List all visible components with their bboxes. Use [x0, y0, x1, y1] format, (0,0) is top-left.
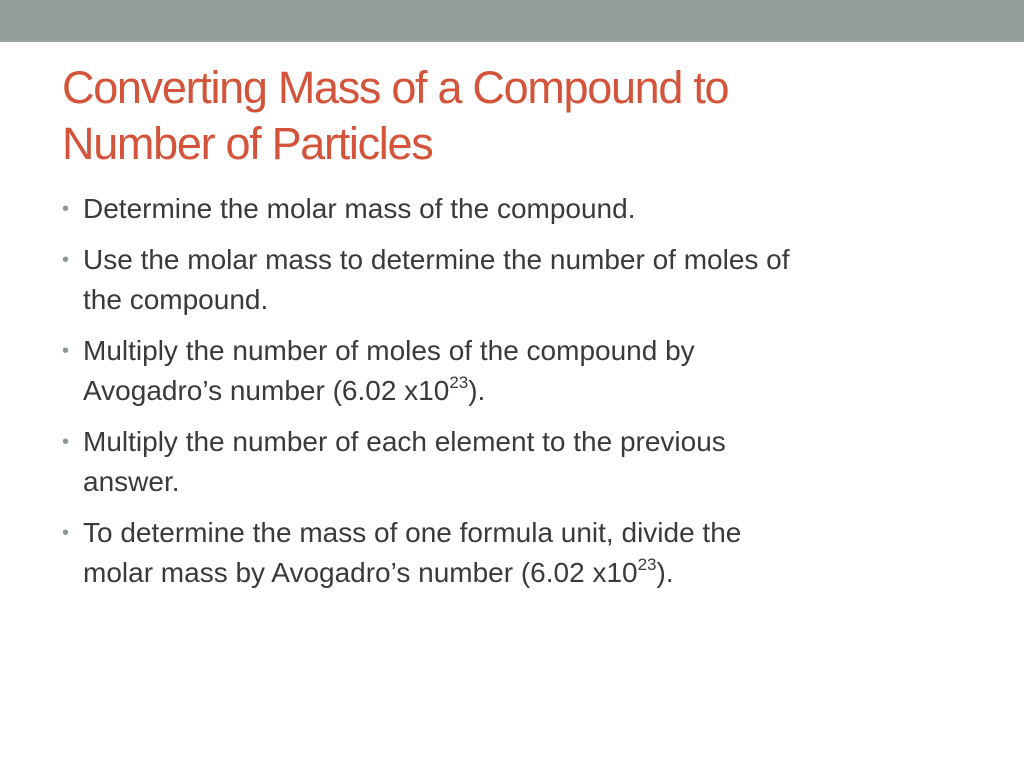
exponent-superscript: 23 — [449, 372, 469, 392]
bullet-item-3 — [62, 331, 962, 411]
bullet-3-line-1: Multiply the number of moles of the compound by — [83, 335, 695, 366]
bullet-3-suffix: ). — [468, 375, 486, 406]
bullet-marker-icon: • — [62, 340, 70, 362]
bullet-marker-icon: • — [62, 431, 70, 453]
title-line-1: Converting Mass of a Compound to — [62, 62, 729, 113]
bullet-5-suffix: ). — [656, 557, 674, 588]
bullet-2-line-2: the compound. — [83, 284, 269, 315]
bullet-item-2 — [62, 240, 962, 320]
bullet-item-4 — [62, 422, 962, 502]
bullet-item-1 — [62, 189, 962, 229]
bullet-4-line-2: answer. — [83, 466, 180, 497]
bullet-5-line-1: To determine the mass of one formula unit, divide the — [83, 517, 742, 548]
bullet-item-5 — [62, 513, 962, 593]
bullet-4-line-1: Multiply the number of each element to the previous — [83, 426, 726, 457]
bullet-marker-icon: • — [62, 198, 70, 220]
bullet-5-line-2-text: molar mass by Avogadro’s number (6.02 x10 — [83, 557, 638, 588]
bullet-1-line-1: Determine the molar mass of the compound. — [83, 193, 636, 224]
title-line-2: Number of Particles — [62, 118, 433, 169]
exponent-superscript: 23 — [637, 554, 657, 574]
bullet-marker-icon: • — [62, 249, 70, 271]
bullet-2-line-1: Use the molar mass to determine the number of moles of — [83, 244, 790, 275]
top-accent-bar — [0, 0, 1024, 42]
bullet-3-line-2-text: Avogadro’s number (6.02 x10 — [83, 375, 450, 406]
bullet-5-line-2 — [83, 553, 962, 593]
bullet-3-line-2 — [83, 371, 962, 411]
bullet-marker-icon: • — [62, 522, 70, 544]
bullet-list — [62, 189, 962, 604]
slide-title — [62, 60, 982, 172]
